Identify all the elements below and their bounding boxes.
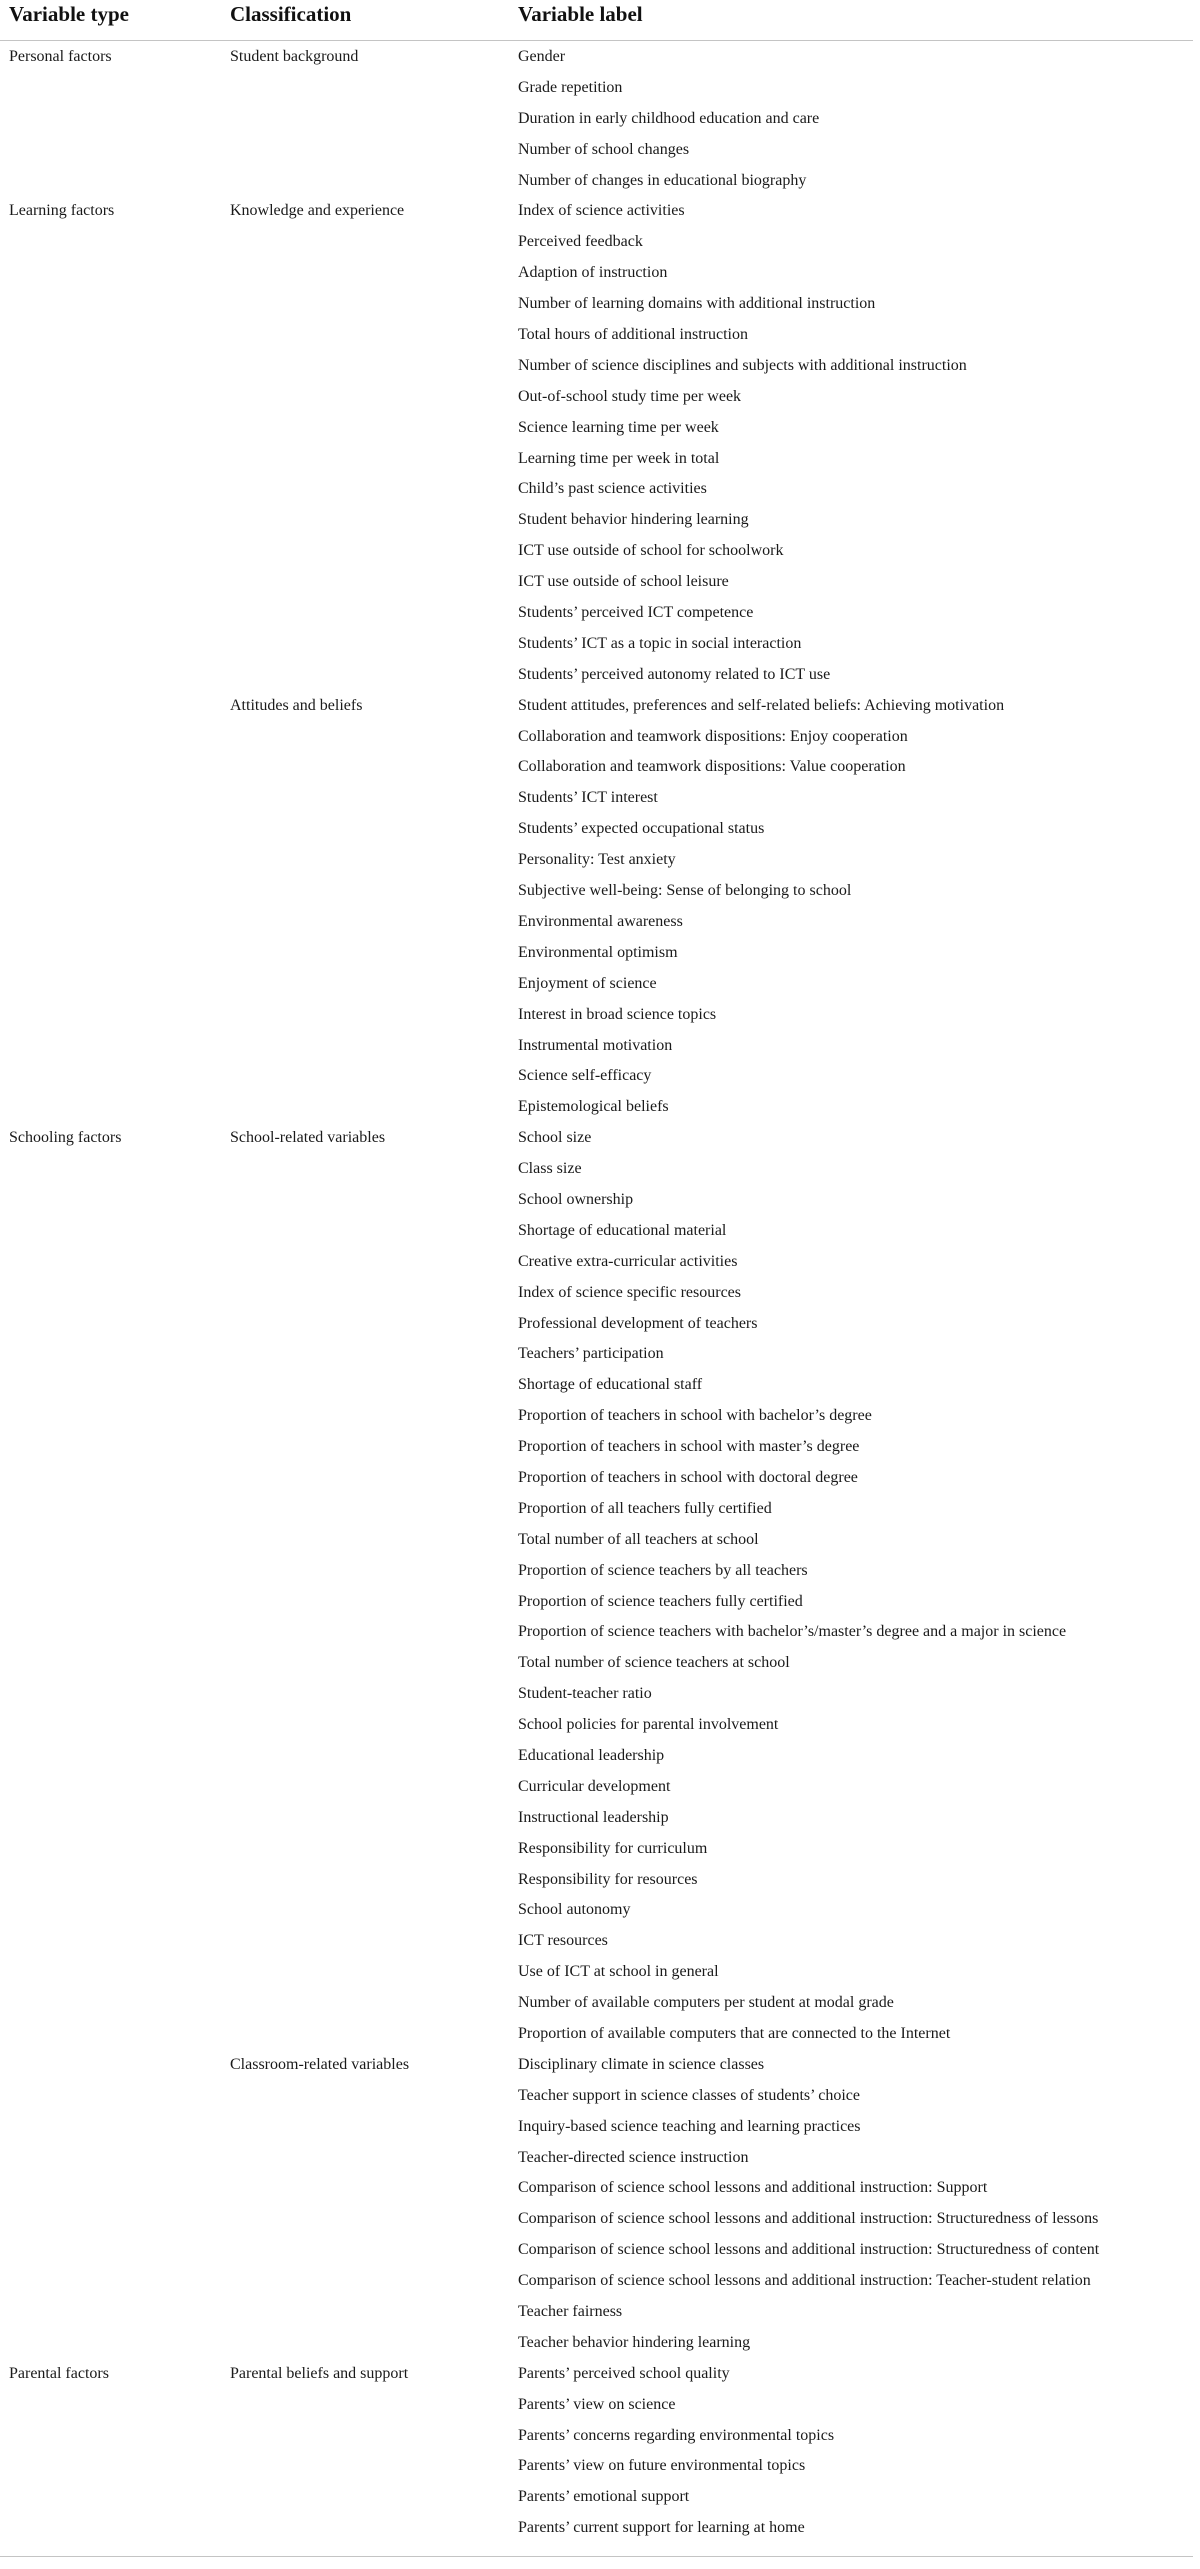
cell-variable-label: Professional development of teachers <box>518 1314 758 1332</box>
cell-variable-label: ICT use outside of school for schoolwork <box>518 542 784 560</box>
table-row <box>0 1925 1193 1956</box>
cell-variable-label: Curricular development <box>518 1777 671 1795</box>
cell-classification: Parental beliefs and support <box>230 2364 409 2382</box>
cell-variable-label: Total hours of additional instruction <box>518 326 748 344</box>
table-row <box>0 2358 1193 2389</box>
cell-variable-label: Proportion of available computers that are connected to the Internet <box>518 2025 951 2042</box>
table-row <box>0 1215 1193 1246</box>
cell-variable-label: Grade repetition <box>518 78 623 96</box>
cell-variable-label: Creative extra-curricular activities <box>518 1252 738 1270</box>
table-row <box>0 597 1193 628</box>
cell-variable-label: Responsibility for curriculum <box>518 1839 708 1857</box>
table-row <box>0 1091 1193 1122</box>
table-row <box>0 473 1193 504</box>
table-row <box>0 1987 1193 2018</box>
table-row <box>0 1462 1193 1493</box>
cell-variable-label: Proportion of science teachers with bachelor’s/master’s degree and a major in science <box>518 1623 1067 1641</box>
cell-variable-label: Class size <box>518 1160 582 1178</box>
table-row <box>0 2203 1193 2234</box>
table-row <box>0 1524 1193 1555</box>
cell-variable-label: Number of school changes <box>518 140 690 158</box>
table-row <box>0 288 1193 319</box>
cell-variable-label: Parents’ view on science <box>518 2395 676 2413</box>
cell-variable-label: Total number of all teachers at school <box>518 1530 759 1548</box>
table-row <box>0 165 1193 196</box>
table-row <box>0 2049 1193 2080</box>
cell-variable-label: Number of changes in educational biography <box>518 171 807 189</box>
cell-variable-label: Teacher-directed science instruction <box>518 2148 749 2166</box>
cell-variable-type: Personal factors <box>9 48 112 65</box>
cell-variable-type: Parental factors <box>9 2364 109 2382</box>
cell-variable-label: Epistemological beliefs <box>518 1098 669 1116</box>
cell-variable-label: Teacher behavior hindering learning <box>518 2333 751 2351</box>
table-row <box>0 1431 1193 1462</box>
table-row <box>0 690 1193 721</box>
table-row <box>0 844 1193 875</box>
table-row <box>0 1246 1193 1277</box>
cell-variable-label: Learning time per week in total <box>518 449 720 467</box>
cell-variable-label: Collaboration and teamwork dispositions: Value cooperation <box>518 758 906 776</box>
table-row <box>0 2142 1193 2173</box>
table-row <box>0 1153 1193 1184</box>
table-row <box>0 1060 1193 1091</box>
table-row <box>0 350 1193 381</box>
cell-variable-label: Responsibility for resources <box>518 1870 698 1888</box>
cell-variable-label: School autonomy <box>518 1901 631 1919</box>
table-row <box>0 2481 1193 2512</box>
table-row <box>0 1740 1193 1771</box>
cell-variable-label: Comparison of science school lessons and additional instruction: Support <box>518 2179 988 2197</box>
cell-variable-label: Number of science disciplines and subjects with additional instruction <box>518 356 967 374</box>
table-row <box>0 1308 1193 1339</box>
table-row <box>0 2420 1193 2451</box>
cell-variable-label: Out-of-school study time per week <box>518 387 742 405</box>
table-row <box>0 257 1193 288</box>
table-row <box>0 412 1193 443</box>
table-row <box>0 628 1193 659</box>
table-row <box>0 41 1193 72</box>
table-row <box>0 937 1193 968</box>
cell-variable-label: Use of ICT at school in general <box>518 1963 719 1981</box>
table-row <box>0 195 1193 226</box>
cell-classification: Student background <box>230 48 359 65</box>
cell-variable-label: Instructional leadership <box>518 1808 669 1826</box>
table-row <box>0 1555 1193 1586</box>
header-variable-label: Variable label <box>518 2 643 26</box>
cell-variable-label: Subjective well-being: Sense of belonging to school <box>518 882 852 900</box>
table-header <box>0 0 1193 41</box>
cell-variable-label: Proportion of teachers in school with bachelor’s degree <box>518 1407 872 1425</box>
cell-variable-label: School policies for parental involvement <box>518 1716 779 1734</box>
cell-variable-type: Schooling factors <box>9 1129 122 1147</box>
cell-variable-label: Shortage of educational staff <box>518 1376 703 1394</box>
table-row <box>0 566 1193 597</box>
table-row <box>0 721 1193 752</box>
table-row <box>0 875 1193 906</box>
cell-variable-label: Parents’ emotional support <box>518 2488 690 2506</box>
cell-variable-label: ICT resources <box>518 1932 608 1950</box>
table-row <box>0 1493 1193 1524</box>
cell-variable-label: Parents’ concerns regarding environmental topics <box>518 2426 835 2444</box>
cell-variable-label: Science self-efficacy <box>518 1067 652 1085</box>
cell-variable-label: Duration in early childhood education and care <box>518 109 820 127</box>
table-row <box>0 1369 1193 1400</box>
table-row <box>0 1400 1193 1431</box>
table-row <box>0 968 1193 999</box>
cell-variable-label: Proportion of science teachers fully certified <box>518 1592 803 1610</box>
cell-variable-label: Perceived feedback <box>518 233 643 251</box>
cell-variable-label: Science learning time per week <box>518 418 719 436</box>
cell-classification: Attitudes and beliefs <box>230 696 363 714</box>
table-row <box>0 319 1193 350</box>
table-row <box>0 1802 1193 1833</box>
table-row <box>0 782 1193 813</box>
table-row <box>0 1122 1193 1153</box>
table-row <box>0 1647 1193 1678</box>
header-variable-type: Variable type <box>9 2 129 26</box>
cell-variable-label: Teacher fairness <box>518 2303 623 2321</box>
table-row <box>0 504 1193 535</box>
table-row <box>0 103 1193 134</box>
cell-variable-label: Environmental awareness <box>518 912 683 930</box>
table-row <box>0 1709 1193 1740</box>
table-row <box>0 1894 1193 1925</box>
cell-classification: School-related variables <box>230 1129 386 1147</box>
table-row <box>0 1678 1193 1709</box>
cell-variable-label: Student-teacher ratio <box>518 1685 652 1703</box>
cell-variable-label: Proportion of teachers in school with master’s degree <box>518 1438 860 1456</box>
cell-variable-label: Collaboration and teamwork dispositions: Enjoy cooperation <box>518 727 908 745</box>
cell-variable-label: Disciplinary climate in science classes <box>518 2055 765 2073</box>
cell-variable-label: Enjoyment of science <box>518 974 657 992</box>
table-row <box>0 381 1193 412</box>
cell-variable-label: Gender <box>518 48 566 65</box>
cell-variable-label: Comparison of science school lessons and additional instruction: Teacher-student relation <box>518 2272 1091 2290</box>
cell-variable-label: Number of available computers per student at modal grade <box>518 1994 894 2012</box>
table-row <box>0 2389 1193 2420</box>
cell-variable-label: Teacher support in science classes of students’ choice <box>518 2086 861 2104</box>
cell-variable-label: Students’ expected occupational status <box>518 820 765 838</box>
table-row <box>0 226 1193 257</box>
cell-variable-label: Number of learning domains with additional instruction <box>518 295 876 313</box>
table-row <box>0 2512 1193 2543</box>
table-row <box>0 1277 1193 1308</box>
cell-variable-label: Parents’ view on future environmental topics <box>518 2457 806 2475</box>
cell-variable-label: Inquiry-based science teaching and learning practices <box>518 2117 861 2135</box>
table-row <box>0 1586 1193 1617</box>
cell-variable-label: Interest in broad science topics <box>518 1005 717 1023</box>
table-bottom-rule <box>0 2556 1193 2557</box>
table-row <box>0 2111 1193 2142</box>
cell-variable-label: Proportion of science teachers by all teachers <box>518 1561 808 1579</box>
cell-variable-label: Personality: Test anxiety <box>518 851 676 869</box>
cell-variable-label: Student behavior hindering learning <box>518 511 749 529</box>
cell-variable-label: Parents’ current support for learning at home <box>518 2519 805 2537</box>
table-row <box>0 1184 1193 1215</box>
table-row <box>0 2172 1193 2203</box>
cell-variable-label: Educational leadership <box>518 1746 665 1764</box>
table-row <box>0 813 1193 844</box>
table-row <box>0 659 1193 690</box>
table-row <box>0 535 1193 566</box>
cell-variable-label: Proportion of all teachers fully certified <box>518 1499 772 1517</box>
table-row <box>0 1030 1193 1061</box>
table-row <box>0 134 1193 165</box>
table-row <box>0 2080 1193 2111</box>
cell-variable-label: ICT use outside of school leisure <box>518 573 729 591</box>
table-row <box>0 1771 1193 1802</box>
cell-variable-label: School size <box>518 1129 592 1147</box>
table-row <box>0 2018 1193 2049</box>
cell-variable-label: Parents’ perceived school quality <box>518 2364 730 2382</box>
cell-variable-label: Index of science activities <box>518 202 685 220</box>
table-row <box>0 1833 1193 1864</box>
cell-variable-label: Adaption of instruction <box>518 264 668 282</box>
cell-variable-label: Child’s past science activities <box>518 480 707 498</box>
cell-variable-label: Students’ perceived autonomy related to ICT use <box>518 665 831 683</box>
cell-classification: Classroom-related variables <box>230 2055 410 2073</box>
cell-variable-type: Learning factors <box>9 202 115 220</box>
table-row <box>0 72 1193 103</box>
cell-variable-label: Student attitudes, preferences and self-related beliefs: Achieving motivation <box>518 696 1005 714</box>
table-row <box>0 1338 1193 1369</box>
cell-variable-label: Students’ perceived ICT competence <box>518 604 754 622</box>
table-row <box>0 751 1193 782</box>
cell-variable-label: Environmental optimism <box>518 943 678 961</box>
cell-variable-label: Proportion of teachers in school with doctoral degree <box>518 1468 858 1486</box>
cell-variable-label: Total number of science teachers at school <box>518 1654 790 1672</box>
cell-classification: Knowledge and experience <box>230 202 405 220</box>
table-row <box>0 2450 1193 2481</box>
table-row <box>0 2234 1193 2265</box>
cell-variable-label: Students’ ICT as a topic in social interaction <box>518 634 802 652</box>
cell-variable-label: Index of science specific resources <box>518 1283 741 1301</box>
cell-variable-label: Students’ ICT interest <box>518 789 658 807</box>
cell-variable-label: Comparison of science school lessons and additional instruction: Structuredness of content <box>518 2241 1100 2259</box>
table-row <box>0 906 1193 937</box>
table-row <box>0 443 1193 474</box>
cell-variable-label: Teachers’ participation <box>518 1345 664 1363</box>
table-row <box>0 2265 1193 2296</box>
table-row <box>0 1864 1193 1895</box>
cell-variable-label: School ownership <box>518 1190 634 1208</box>
table-row <box>0 1956 1193 1987</box>
cell-variable-label: Shortage of educational material <box>518 1221 727 1239</box>
table-row <box>0 1616 1193 1647</box>
table-row <box>0 2296 1193 2327</box>
header-classification: Classification <box>230 2 352 26</box>
cell-variable-label: Instrumental motivation <box>518 1036 673 1054</box>
table-row <box>0 2327 1193 2358</box>
table-body <box>0 41 1193 2543</box>
cell-variable-label: Comparison of science school lessons and additional instruction: Structuredness of lessons <box>518 2210 1099 2228</box>
table-row <box>0 999 1193 1030</box>
